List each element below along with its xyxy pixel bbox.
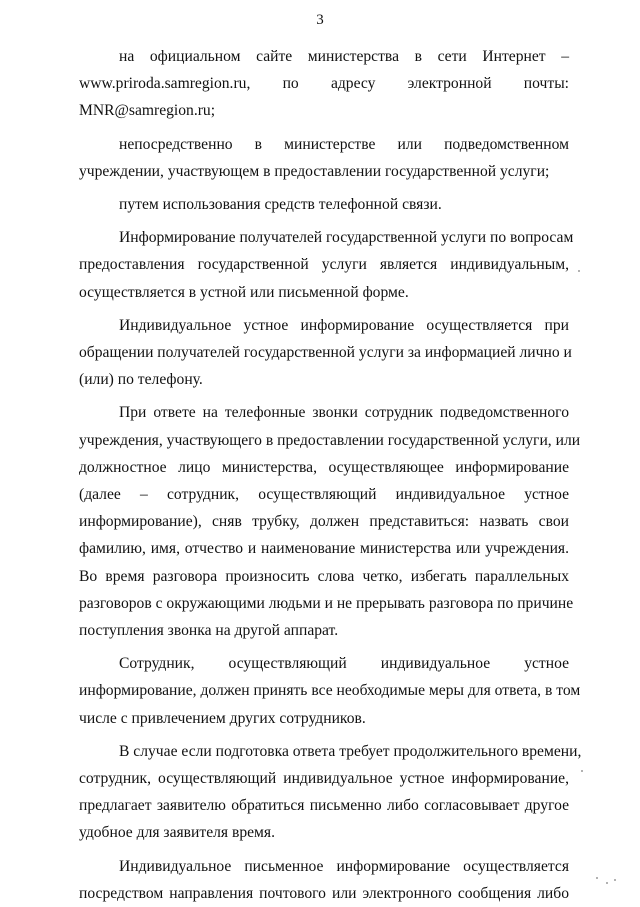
text-line: (или) по телефону.: [79, 371, 203, 389]
scan-speck: [596, 877, 598, 879]
text-line: Индивидуальное письменное информирование осуществляется: [119, 857, 569, 875]
scan-speck: [581, 770, 583, 772]
text-line: www.priroda.samregion.ru, по адресу электронной почты:: [79, 75, 569, 93]
text-line: (далее – сотрудник, осуществляющий индивидуальное устное: [79, 486, 569, 504]
text-line: информирование, должен принять все необходимые меры для ответа, в том: [79, 682, 581, 700]
paragraph-phone: [79, 191, 569, 218]
paragraph-website: [79, 43, 569, 125]
paragraph-phone-calls: [79, 399, 581, 644]
text-line: поступления звонка на другой аппарат.: [79, 622, 339, 640]
scan-speck: [606, 882, 608, 884]
page-number: 3: [316, 12, 324, 28]
text-line: предоставления государственной услуги является индивидуальным,: [79, 256, 569, 274]
text-line: учреждении, участвующем в предоставлении государственной услуги;: [79, 162, 550, 180]
text-line: на официальном сайте министерства в сети Интернет –: [119, 48, 569, 65]
text-line: Индивидуальное устное информирование осуществляется при: [119, 316, 569, 334]
paragraph-oral-informing: [79, 312, 572, 394]
text-line: учреждения, участвующего в предоставлении государственной услуги, или: [79, 431, 581, 449]
text-line: путем использования средств телефонной связи.: [119, 196, 442, 214]
text-line: числе с привлечением других сотрудников.: [79, 709, 366, 727]
text-line: непосредственно в министерстве или подведомственном: [119, 135, 569, 153]
text-line: фамилию, имя, отчество и наименование министерства или учреждения.: [79, 540, 569, 558]
text-line: удобное для заявителя время.: [79, 824, 275, 842]
paragraph-long-answer: [79, 738, 582, 847]
text-line: осуществляется в устной или письменной форме.: [79, 283, 409, 301]
text-line: При ответе на телефонные звонки сотрудник подведомственного: [119, 404, 569, 422]
text-line: посредством направления почтового или электронного сообщения либо: [79, 884, 569, 902]
text-line: сотрудник, осуществляющий индивидуальное устное информирование,: [79, 770, 569, 788]
text-line: Во время разговора произносить слова четко, избегать параллельных: [79, 567, 569, 585]
paragraph-written-informing: [79, 853, 569, 907]
text-line: информирование), сняв трубку, должен представиться: назвать свои: [79, 513, 569, 531]
paragraph-informing-form: [79, 224, 574, 306]
paragraph-employee-measures: [79, 650, 581, 732]
scan-speck: [614, 879, 616, 881]
text-line: Сотрудник, осуществляющий индивидуальное устное: [119, 655, 569, 673]
text-line: обращении получателей государственной услуги за информацией лично и: [79, 344, 572, 362]
text-line: MNR@samregion.ru;: [79, 102, 216, 120]
paragraph-in-person: [79, 131, 569, 185]
scan-speck: [578, 270, 580, 272]
text-line: предлагает заявителю обратиться письменно либо согласовывает другое: [79, 797, 569, 815]
text-line: Информирование получателей государственной услуги по вопросам: [119, 229, 574, 247]
text-line: разговоров с окружающими людьми и не прерывать разговора по причине: [79, 594, 574, 612]
document-body: [79, 43, 582, 907]
text-line: В случае если подготовка ответа требует продолжительного времени,: [119, 742, 582, 760]
text-line: должностное лицо министерства, осуществляющее информирование: [79, 458, 569, 476]
